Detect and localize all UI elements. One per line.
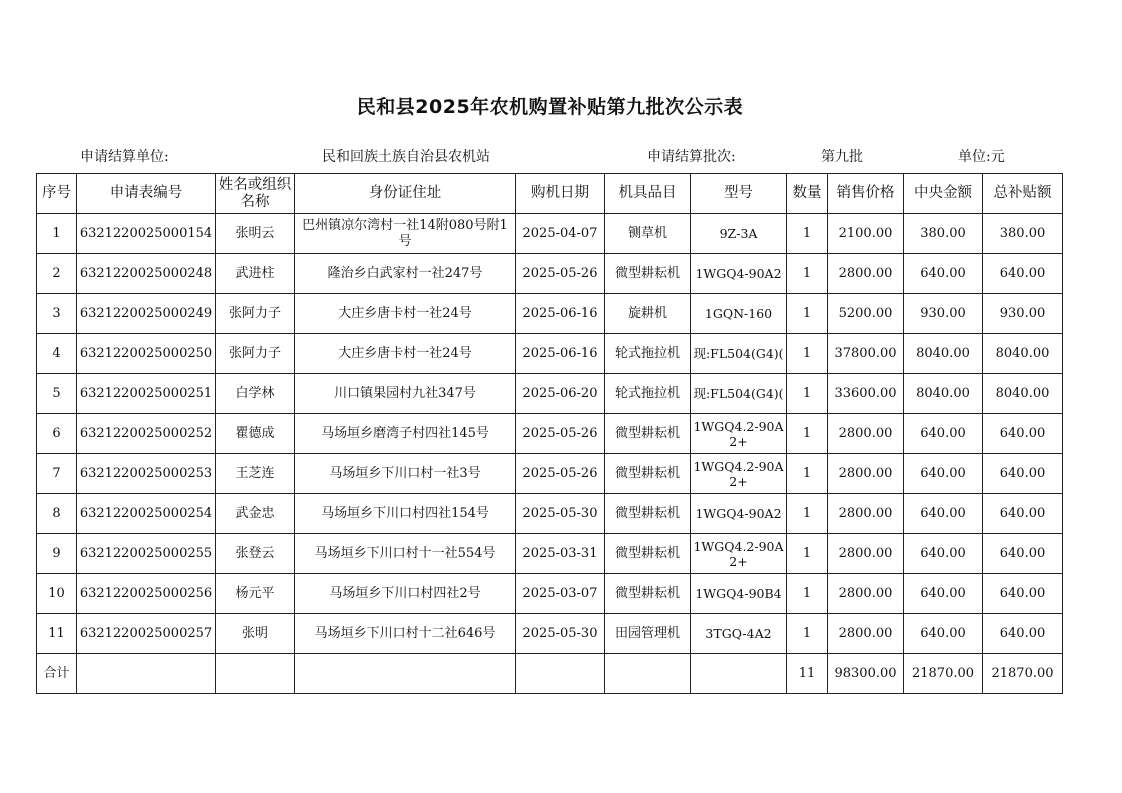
cell-form-number: 6321220025000154 <box>77 214 216 254</box>
cell-central-amount: 640.00 <box>904 454 983 494</box>
cell-total-subsidy: 8040.00 <box>983 334 1063 374</box>
cell-central-amount: 930.00 <box>904 294 983 334</box>
cell-quantity: 1 <box>787 214 828 254</box>
cell-seq: 9 <box>37 534 77 574</box>
cell-purchase-date: 2025-05-26 <box>516 414 605 454</box>
cell-total-subsidy: 640.00 <box>983 614 1063 654</box>
cell-seq: 5 <box>37 374 77 414</box>
cell-name: 张明 <box>216 614 295 654</box>
table-row <box>37 614 1063 654</box>
cell-form-number: 6321220025000256 <box>77 574 216 614</box>
cell-purchase-date: 2025-05-30 <box>516 494 605 534</box>
header-quantity: 数量 <box>787 174 828 214</box>
header-sale-price: 销售价格 <box>828 174 904 214</box>
cell-model: 1WGQ4-90A2 <box>691 494 787 534</box>
cell-purchase-date: 2025-03-31 <box>516 534 605 574</box>
cell-name: 张登云 <box>216 534 295 574</box>
cell-central-amount: 640.00 <box>904 574 983 614</box>
cell-central-amount: 380.00 <box>904 214 983 254</box>
cell-purchase-date: 2025-04-07 <box>516 214 605 254</box>
cell-address: 马场垣乡下川口村四社154号 <box>295 494 516 534</box>
total-empty-cell <box>216 654 295 694</box>
page-title: 民和县2025年农机购置补贴第九批次公示表 <box>356 96 744 118</box>
cell-seq: 1 <box>37 214 77 254</box>
total-row <box>37 654 1063 694</box>
cell-machine-category: 微型耕耘机 <box>605 494 691 534</box>
header-name: 姓名或组织名称 <box>216 174 295 214</box>
cell-model: 9Z-3A <box>691 214 787 254</box>
cell-total-subsidy: 640.00 <box>983 254 1063 294</box>
cell-model: 1GQN-160 <box>691 294 787 334</box>
total-quantity: 11 <box>787 654 828 694</box>
table-row <box>37 414 1063 454</box>
table-row <box>37 334 1063 374</box>
cell-address: 巴州镇凉尔湾村一社14附080号附1号 <box>295 214 516 254</box>
cell-quantity: 1 <box>787 494 828 534</box>
cell-address: 马场垣乡下川口村十二社646号 <box>295 614 516 654</box>
table-row <box>37 494 1063 534</box>
cell-total-subsidy: 640.00 <box>983 414 1063 454</box>
cell-total-subsidy: 8040.00 <box>983 374 1063 414</box>
cell-address: 隆治乡白武家村一社247号 <box>295 254 516 294</box>
cell-name: 张阿力子 <box>216 294 295 334</box>
cell-central-amount: 640.00 <box>904 254 983 294</box>
header-model: 型号 <box>691 174 787 214</box>
cell-machine-category: 微型耕耘机 <box>605 254 691 294</box>
table-row <box>37 454 1063 494</box>
cell-form-number: 6321220025000248 <box>77 254 216 294</box>
cell-quantity: 1 <box>787 454 828 494</box>
cell-model: 1WGQ4.2-90A2+ <box>691 454 787 494</box>
header-central-amount: 中央金额 <box>904 174 983 214</box>
cell-purchase-date: 2025-06-20 <box>516 374 605 414</box>
cell-name: 武进柱 <box>216 254 295 294</box>
cell-name: 张阿力子 <box>216 334 295 374</box>
cell-address: 川口镇果园村九社347号 <box>295 374 516 414</box>
cell-address: 马场垣乡下川口村四社2号 <box>295 574 516 614</box>
cell-name: 白学林 <box>216 374 295 414</box>
cell-seq: 11 <box>37 614 77 654</box>
cell-quantity: 1 <box>787 294 828 334</box>
cell-central-amount: 640.00 <box>904 614 983 654</box>
cell-form-number: 6321220025000249 <box>77 294 216 334</box>
total-empty-cell <box>77 654 216 694</box>
cell-form-number: 6321220025000257 <box>77 614 216 654</box>
total-empty-cell <box>295 654 516 694</box>
cell-name: 张明云 <box>216 214 295 254</box>
cell-quantity: 1 <box>787 414 828 454</box>
cell-seq: 10 <box>37 574 77 614</box>
cell-total-subsidy: 930.00 <box>983 294 1063 334</box>
cell-central-amount: 640.00 <box>904 494 983 534</box>
cell-total-subsidy: 640.00 <box>983 534 1063 574</box>
cell-central-amount: 640.00 <box>904 414 983 454</box>
cell-model: 1WGQ4-90A2 <box>691 254 787 294</box>
header-form-number: 申请表编号 <box>77 174 216 214</box>
cell-central-amount: 640.00 <box>904 534 983 574</box>
total-empty-cell <box>516 654 605 694</box>
cell-model: 1WGQ4.2-90A2+ <box>691 534 787 574</box>
cell-sale-price: 5200.00 <box>828 294 904 334</box>
cell-quantity: 1 <box>787 574 828 614</box>
cell-address: 马场垣乡磨湾子村四社145号 <box>295 414 516 454</box>
cell-address: 马场垣乡下川口村一社3号 <box>295 454 516 494</box>
cell-quantity: 1 <box>787 334 828 374</box>
cell-seq: 4 <box>37 334 77 374</box>
cell-model: 现:FL504(G4)( <box>691 334 787 374</box>
cell-total-subsidy: 640.00 <box>983 574 1063 614</box>
cell-purchase-date: 2025-03-07 <box>516 574 605 614</box>
batch-label: 申请结算批次: <box>647 149 736 165</box>
cell-sale-price: 2800.00 <box>828 614 904 654</box>
cell-central-amount: 8040.00 <box>904 374 983 414</box>
cell-address: 大庄乡唐卡村一社24号 <box>295 294 516 334</box>
header-seq: 序号 <box>37 174 77 214</box>
table-header-row <box>37 174 1063 214</box>
cell-central-amount: 8040.00 <box>904 334 983 374</box>
cell-address: 大庄乡唐卡村一社24号 <box>295 334 516 374</box>
cell-purchase-date: 2025-06-16 <box>516 334 605 374</box>
cell-total-subsidy: 640.00 <box>983 494 1063 534</box>
cell-purchase-date: 2025-05-26 <box>516 254 605 294</box>
cell-sale-price: 33600.00 <box>828 374 904 414</box>
cell-name: 王芝连 <box>216 454 295 494</box>
cell-quantity: 1 <box>787 374 828 414</box>
total-subsidy: 21870.00 <box>983 654 1063 694</box>
batch-value: 第九批 <box>821 149 863 165</box>
cell-name: 杨元平 <box>216 574 295 614</box>
cell-model: 1WGQ4.2-90A2+ <box>691 414 787 454</box>
table-row <box>37 534 1063 574</box>
cell-model: 1WGQ4-90B4 <box>691 574 787 614</box>
cell-form-number: 6321220025000254 <box>77 494 216 534</box>
cell-address: 马场垣乡下川口村十一社554号 <box>295 534 516 574</box>
cell-sale-price: 2800.00 <box>828 254 904 294</box>
cell-sale-price: 2800.00 <box>828 454 904 494</box>
cell-total-subsidy: 640.00 <box>983 454 1063 494</box>
cell-purchase-date: 2025-05-26 <box>516 454 605 494</box>
cell-sale-price: 2800.00 <box>828 574 904 614</box>
cell-name: 瞿德成 <box>216 414 295 454</box>
cell-total-subsidy: 380.00 <box>983 214 1063 254</box>
cell-form-number: 6321220025000253 <box>77 454 216 494</box>
cell-model: 3TGQ-4A2 <box>691 614 787 654</box>
total-empty-cell <box>605 654 691 694</box>
cell-quantity: 1 <box>787 534 828 574</box>
header-machine-category: 机具品目 <box>605 174 691 214</box>
cell-sale-price: 2800.00 <box>828 414 904 454</box>
cell-seq: 2 <box>37 254 77 294</box>
cell-machine-category: 轮式拖拉机 <box>605 374 691 414</box>
cell-seq: 3 <box>37 294 77 334</box>
header-total-subsidy: 总补贴额 <box>983 174 1063 214</box>
cell-machine-category: 轮式拖拉机 <box>605 334 691 374</box>
cell-sale-price: 37800.00 <box>828 334 904 374</box>
total-empty-cell <box>691 654 787 694</box>
cell-form-number: 6321220025000255 <box>77 534 216 574</box>
cell-model: 现:FL504(G4)( <box>691 374 787 414</box>
unit-label: 申请结算单位: <box>80 149 169 165</box>
table-row <box>37 254 1063 294</box>
table-row <box>37 574 1063 614</box>
cell-purchase-date: 2025-06-16 <box>516 294 605 334</box>
cell-machine-category: 铡草机 <box>605 214 691 254</box>
currency-unit: 单位:元 <box>958 149 1005 165</box>
unit-value: 民和回族土族自治县农机站 <box>322 149 490 165</box>
cell-quantity: 1 <box>787 254 828 294</box>
cell-sale-price: 2100.00 <box>828 214 904 254</box>
header-address: 身份证住址 <box>295 174 516 214</box>
cell-sale-price: 2800.00 <box>828 534 904 574</box>
cell-seq: 6 <box>37 414 77 454</box>
table-row <box>37 374 1063 414</box>
header-purchase-date: 购机日期 <box>516 174 605 214</box>
total-label: 合计 <box>37 654 77 694</box>
cell-form-number: 6321220025000252 <box>77 414 216 454</box>
cell-seq: 7 <box>37 454 77 494</box>
cell-seq: 8 <box>37 494 77 534</box>
cell-machine-category: 旋耕机 <box>605 294 691 334</box>
table-row <box>37 294 1063 334</box>
total-central: 21870.00 <box>904 654 983 694</box>
cell-machine-category: 田园管理机 <box>605 614 691 654</box>
cell-sale-price: 2800.00 <box>828 494 904 534</box>
total-price: 98300.00 <box>828 654 904 694</box>
cell-purchase-date: 2025-05-30 <box>516 614 605 654</box>
cell-form-number: 6321220025000251 <box>77 374 216 414</box>
cell-name: 武金忠 <box>216 494 295 534</box>
table-row <box>37 214 1063 254</box>
cell-machine-category: 微型耕耘机 <box>605 534 691 574</box>
cell-form-number: 6321220025000250 <box>77 334 216 374</box>
cell-machine-category: 微型耕耘机 <box>605 574 691 614</box>
cell-quantity: 1 <box>787 614 828 654</box>
cell-machine-category: 微型耕耘机 <box>605 414 691 454</box>
cell-machine-category: 微型耕耘机 <box>605 454 691 494</box>
subsidy-table <box>36 173 1063 694</box>
